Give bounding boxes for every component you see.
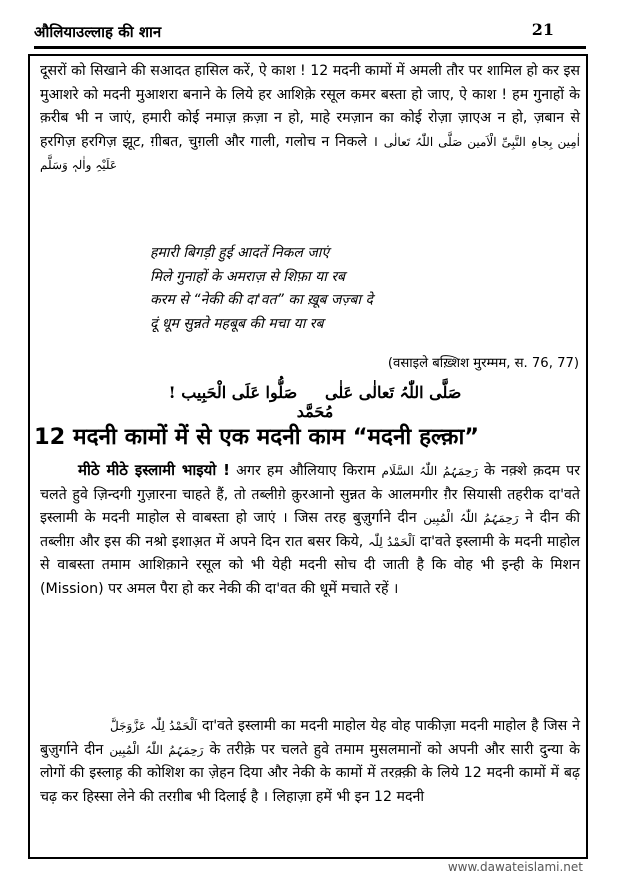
paragraph-3-text-2: के तरीके़ पर चलते हुवे तमाम मुसलमानों को अपनी और सारी दुन्या के लोगों की इस्लाह़ की कोशिश का ज़ेहन दिया और नेकी के कामों में तरक़्क़ी के लिये 12 मदनी कामों में बढ़ चढ़ कर हिस्सा लेने की तरग़ीब भी दिलाई है । लिहाज़ा हमें भी इन 12 मदनी <box>40 741 581 805</box>
paragraph-3 <box>40 715 580 809</box>
paragraph-1-text: दूसरों को सिखाने की सआदत हासिल करें, ऐ काश ! 12 मदनी कामों में अमली तौर पर शामिल हो कर इस मुआशरे को मदनी मुआशरा बनाने के लिये हर आशिके़ रसूल कमर बस्ता हो जाए, ऐ काश ! हम गुनाहों के क़रीब भी न जाएं, हमारी कोई नमाज़ क़ज़ा न हो, माहे रमज़ान का कोई रोज़ा ज़ाएअ न हो, ज़बान से हरगिज़ हरगिज़ झूट, ग़ीबत, चुग़ली और गाली, गलोच न निकले । <box>40 63 580 150</box>
poem <box>150 242 490 336</box>
footer-url[interactable]: www.dawateislami.net <box>447 860 583 874</box>
header-rule <box>34 46 586 49</box>
poem-line-2: मिले गुनाहों के अमराज़ से शिफ़ा या रब <box>150 268 346 285</box>
poem-line-3: करम से “नेकी की दा'वत” का ख़ूब जज़्बा दे <box>150 292 373 308</box>
page-header <box>34 18 554 48</box>
paragraph-2-text-4: दा'वते इस्लामी के मदनी माहोल से वाबस्ता तमाम आशिक़ाने रसूल को भी येही मदनी सोच दी जाती है कि वोह भी इन्ही के मिशन (Mission) पर अमल पैरा हो कर नेकी की दा'वत की धूमें मचाते रहें । <box>40 533 581 597</box>
poem-line-4: दूं धूम सुन्नते महबूब की मचा या रब <box>150 315 324 332</box>
paragraph-2-text-1: अगर हम औलियाए किराम <box>236 463 376 479</box>
section-heading: 12 मदनी कामों में से एक मदनी काम “मदनी हल्क़ा” <box>34 424 480 450</box>
paragraph-2-text-2: के नक़्शे क़दम पर चलते हुवे ज़िन्दगी गुज़ारना चाहते हैं, तो तब्लीग़े क़ुरआनो सुन्नत के आलमगीर ग़ैर सियासी तहरीक दा'वते इस्लामी के मदनी माहोल से वाबस्ता हो जाएं । जिस तरह बुज़ुर्गाने दीन <box>40 463 580 527</box>
paragraph-2 <box>40 459 580 602</box>
paragraph-2-lead: मीठे मीठे इस्लामी भाइयो ! <box>78 461 230 479</box>
arabic-honorific-2: رَحِمَہُمُ اللّٰہُ الْمُبِین <box>423 511 519 526</box>
citation: (वसाइले बख़्शिश मुरम्मम, स. 76, 77) <box>387 356 579 371</box>
arabic-dua: اٰمِین بِجاہِ النَّبِیِّ الْاَمین صَلَّی اللّٰہُ تَعالٰی عَلَیْہِ واٰلہٖ وَسَلَّم <box>40 134 581 173</box>
arabic-alhamdulillah-2: اَلْحَمْدُ لِلّٰہ عَزَّوَجَلَّ <box>110 719 198 733</box>
paragraph-2-text-3: ने दीन की तब्लीग़ और इस की नश्रो इशाअ़त में अपने दिन रात बसर किये, <box>40 510 581 550</box>
paragraph-1 <box>40 60 580 178</box>
arabic-honorific-1: رَحِمَہُمُ اللّٰہُ السَّلَام <box>381 464 478 478</box>
header-title: औलियाउल्लाह की शान <box>34 23 162 41</box>
salawat <box>150 383 480 421</box>
salawat-right: صَلَّی اللّٰہُ تَعالٰی عَلٰی مُحَمَّد <box>296 383 462 421</box>
arabic-alhamdulillah-1: اَلْحَمْدُ لِلّٰہ <box>368 534 416 549</box>
paragraph-3-text-1: दा'वते इस्लामी का मदनी माहोल येह वोह पाकीज़ा मदनी माहोल है जिस ने बुज़ुर्गाने दीन <box>40 718 581 758</box>
salawat-left: صَلُّوا عَلَی الْحَبِیب ! <box>168 383 298 402</box>
page-number: 21 <box>531 20 554 39</box>
arabic-honorific-3: رَحِمَہُمُ اللّٰہُ الْمُبِین <box>109 742 204 757</box>
poem-line-1: हमारी बिगड़ी हुई आदतें निकल जाएं <box>150 245 330 261</box>
